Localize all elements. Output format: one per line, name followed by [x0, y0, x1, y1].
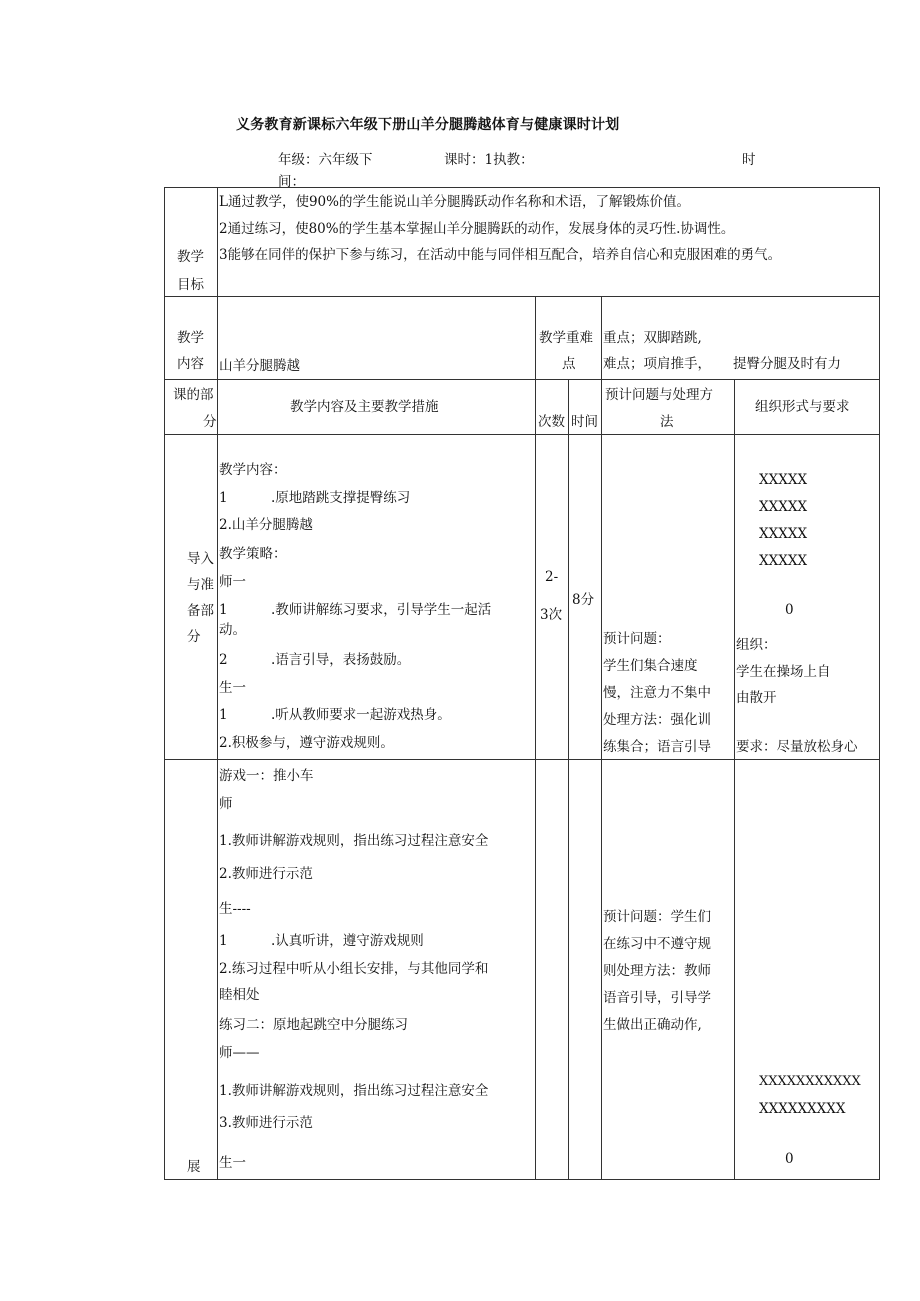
develop-line-text: 1.教师讲解游戏规则，指出练习过程注意安全: [219, 833, 489, 849]
develop-line: [219, 865, 313, 883]
time-label-2: 间：: [278, 174, 305, 190]
develop-line: [219, 1154, 246, 1172]
key-label-a: 教学重难: [539, 330, 593, 346]
intro-line-number: 2: [219, 652, 228, 668]
intro-line: [219, 734, 394, 752]
intro-part-3: 备部: [187, 603, 214, 619]
header-time-cell: [569, 380, 602, 435]
intro-count-cell: [536, 435, 569, 760]
formation-row-2: XXXXX: [759, 499, 808, 515]
content-value-cell: [218, 297, 536, 380]
intro-org-1: 组织：: [736, 637, 777, 653]
develop-line-text: 2.教师进行示范: [219, 866, 313, 882]
develop-issue-4: 语音引导，引导学: [603, 990, 711, 1006]
header-part-a: 课的部: [173, 387, 214, 403]
objective-item-2: 2通过练习，使80%的学生基本掌握山羊分腿腾跃的动作，发展身体的灵巧性.协调性。: [219, 221, 735, 237]
intro-issue-cell: [602, 435, 735, 760]
intro-line-text: 动。: [219, 622, 246, 638]
intro-requirement: 要求：尽量放松身心: [736, 739, 858, 755]
develop-formation-1: XXXXXXXXXXX: [759, 1074, 861, 1089]
intro-part-1: 导入: [187, 551, 214, 567]
intro-row: [165, 435, 880, 760]
key-points-cell: [602, 297, 880, 380]
header-count-cell: [536, 380, 569, 435]
develop-line-text: 睦相处: [219, 987, 260, 1003]
content-row: [165, 297, 880, 380]
develop-line-text: 1.教师讲解游戏规则，指出练习过程注意安全: [219, 1083, 489, 1099]
difficulty-point: 难点；项肩推手，: [603, 356, 711, 372]
develop-line: [219, 932, 424, 950]
develop-line-text: 练习二：原地起跳空中分腿练习: [219, 1017, 408, 1033]
hours-label: 课时：1执教：: [444, 152, 534, 168]
develop-part: 展: [187, 1159, 201, 1175]
develop-line: [219, 1114, 313, 1132]
intro-count-b: 3次: [540, 607, 563, 623]
objectives-label-cell: [165, 188, 218, 297]
intro-time-cell: [569, 435, 602, 760]
header-part-cell: [165, 380, 218, 435]
develop-issue-2: 在练习中不遵守规: [603, 936, 711, 952]
develop-line: [219, 900, 251, 918]
develop-org-cell: [735, 760, 880, 1180]
key-label-b: 点: [562, 356, 576, 372]
intro-line-text: 教学策略：: [219, 546, 287, 562]
develop-line-text: 游戏一：推小车: [219, 768, 314, 784]
develop-line: [219, 767, 314, 785]
content-value: 山羊分腿腾越: [219, 358, 300, 374]
develop-line-text: 师——: [219, 1045, 260, 1061]
difficulty-point-2: 提臀分腿及时有力: [733, 356, 841, 372]
develop-row: [165, 760, 880, 1180]
develop-line: [219, 986, 260, 1004]
intro-issue-2: 学生们集合速度: [603, 658, 698, 674]
header-org: 组织形式与要求: [755, 399, 850, 415]
intro-line-number: 1: [219, 490, 228, 506]
header-org-cell: [735, 380, 880, 435]
intro-line: [219, 489, 410, 507]
intro-part-4: 分: [187, 629, 201, 645]
intro-line-number: 1: [219, 707, 228, 723]
develop-issue-3: 则处理方法：教师: [603, 963, 711, 979]
header-measures: 教学内容及主要教学措施: [290, 399, 439, 415]
develop-teacher-marker: 0: [785, 1151, 794, 1167]
intro-issue-3: 慢，注意力不集中: [603, 685, 711, 701]
intro-line: [219, 679, 246, 697]
formation-row-1: XXXXX: [759, 472, 808, 488]
intro-part-2: 与准: [187, 577, 214, 593]
intro-line: [219, 545, 287, 563]
develop-formation-2: XXXXXXXXX: [759, 1101, 846, 1117]
develop-line-text: 生----: [219, 901, 251, 917]
develop-line-text: 师: [219, 796, 233, 812]
objectives-label-b: 目标: [177, 277, 204, 293]
intro-part-cell: [165, 435, 218, 760]
develop-issue-1: 预计问题：学生们: [603, 909, 711, 925]
develop-issue-cell: [602, 760, 735, 1180]
formation-row-4: XXXXX: [759, 553, 808, 569]
intro-line-text: .原地踏跳支撑提臀练习: [271, 490, 411, 506]
develop-issue-5: 生做出正确动作,: [603, 1017, 702, 1033]
develop-line: [219, 832, 488, 850]
grade-label: 年级：六年级下: [278, 152, 373, 168]
develop-line-text: 2.练习过程中听从小组长安排，与其他同学和: [219, 961, 489, 977]
intro-org-cell: [735, 435, 880, 760]
intro-time: 8分: [572, 592, 595, 608]
key-label-cell: [536, 297, 602, 380]
intro-count-a: 2-: [545, 569, 559, 585]
intro-line: [219, 516, 313, 534]
develop-line-number: 1: [219, 933, 228, 949]
objectives-row: [165, 188, 880, 297]
develop-line-text: 3.教师进行示范: [219, 1115, 313, 1131]
header-measures-cell: [218, 380, 536, 435]
develop-line-text: 生一: [219, 1155, 246, 1171]
intro-line-text: 2.山羊分腿腾越: [219, 517, 313, 533]
develop-line: [219, 795, 233, 813]
objective-item-3: 3能够在同伴的保护下参与练习，在活动中能与同伴相互配合，培养自信心和克服困难的勇气。: [219, 247, 782, 263]
intro-org-3: 由散开: [736, 690, 777, 706]
time-label: 时: [742, 152, 756, 168]
intro-line: [219, 601, 491, 619]
objective-item-1: L通过教学，使90%的学生能说山羊分腿腾跃动作名称和术语，了解锻炼价值。: [219, 194, 690, 210]
develop-line: [219, 1016, 408, 1034]
intro-issue-1: 预计问题：: [603, 631, 671, 647]
objectives-cell: [218, 188, 880, 297]
header-issue-b: 法: [660, 414, 674, 430]
content-label-cell: [165, 297, 218, 380]
develop-part-cell: [165, 760, 218, 1180]
header-issue-cell: [602, 380, 735, 435]
develop-measures-cell: [218, 760, 536, 1180]
intro-line: [219, 706, 451, 724]
intro-line: [219, 461, 287, 479]
develop-line: [219, 1044, 260, 1062]
teacher-marker: 0: [785, 602, 794, 618]
develop-line: [219, 960, 488, 978]
content-label-b: 内容: [177, 356, 204, 372]
lesson-plan-table: [164, 187, 880, 1180]
content-label-a: 教学: [177, 330, 204, 346]
intro-org-2: 学生在操场上自: [736, 664, 831, 680]
intro-line-text: 2.积极参与，遵守游戏规则。: [219, 735, 394, 751]
intro-line-text: .语言引导，表扬鼓励。: [271, 652, 411, 668]
intro-measures-cell: [218, 435, 536, 760]
develop-count-cell: [536, 760, 569, 1180]
page-title: 义务教育新课标六年级下册山羊分腿腾越体育与健康课时计划: [236, 117, 620, 133]
intro-line-text: .教师讲解练习要求，引导学生一起活: [271, 602, 492, 618]
intro-line-text: 教学内容：: [219, 462, 287, 478]
header-count: 次数: [538, 414, 565, 430]
develop-line: [219, 1082, 488, 1100]
intro-issue-4: 处理方法：强化训: [603, 712, 711, 728]
intro-issue-5: 练集合；语言引导: [603, 739, 711, 755]
header-part-b: 分: [203, 414, 217, 430]
header-issue-a: 预计问题与处理方: [605, 387, 713, 403]
key-point: 重点；双脚踏跳,: [603, 330, 702, 346]
intro-line: [219, 573, 246, 591]
develop-time-cell: [569, 760, 602, 1180]
develop-line-text: .认真听讲，遵守游戏规则: [271, 933, 424, 949]
header-row: [165, 380, 880, 435]
header-time: 时间: [571, 414, 598, 430]
intro-line: [219, 651, 410, 669]
intro-line: [219, 621, 246, 639]
intro-line-text: 师一: [219, 574, 246, 590]
intro-line-number: 1: [219, 602, 228, 618]
objectives-label-a: 教学: [177, 249, 204, 265]
formation-row-3: XXXXX: [759, 526, 808, 542]
intro-line-text: .听从教师要求一起游戏热身。: [271, 707, 451, 723]
intro-line-text: 生一: [219, 680, 246, 696]
